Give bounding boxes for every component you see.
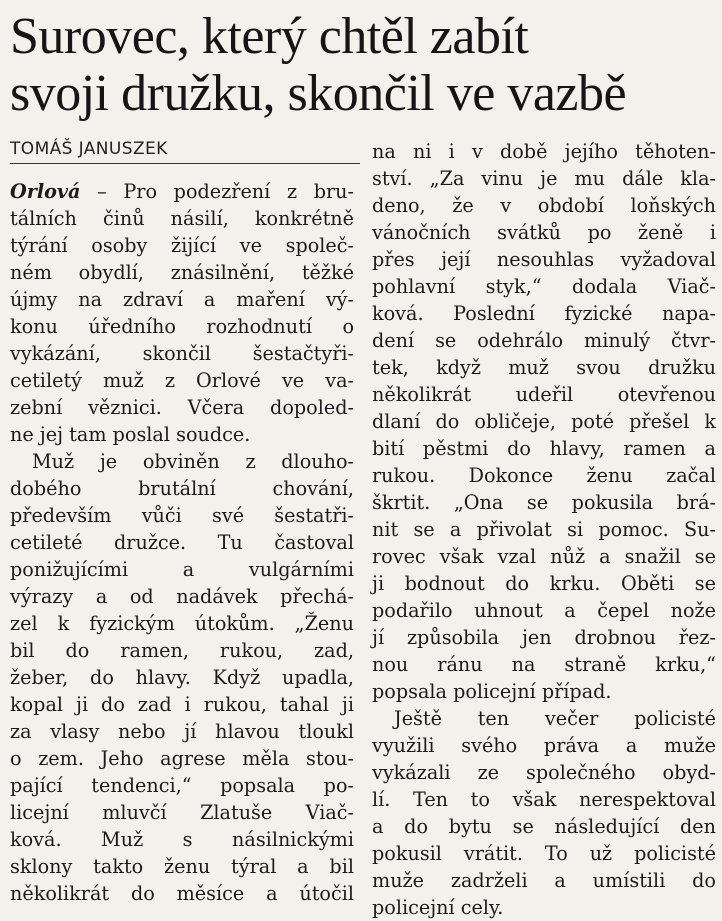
text-line: podařilo uhnout a čepel nože <box>372 599 716 622</box>
text-line: ne jej tam poslal soudce. <box>10 423 251 446</box>
text-line: licejní mluvčí Zlatuše Viač- <box>10 801 354 824</box>
text-line: zební věznici. Včera dopoled- <box>10 396 354 419</box>
text-line: ponižujícími a vulgárními <box>10 558 354 581</box>
text-line: popsala policejní případ. <box>372 680 612 703</box>
article-column-left <box>10 178 354 907</box>
text-line: rovec však vzal nůž a snažil se <box>372 545 716 568</box>
text-line: a do bytu se následující den <box>372 815 716 838</box>
dateline: Orlová <box>10 180 81 203</box>
text-line: týrání osoby žijící ve společ- <box>10 234 354 257</box>
text-line: za vlasy nebo jí hlavou tloukl <box>10 720 354 743</box>
text-line: ji bodnout do krku. Oběti se <box>372 572 716 595</box>
text-line: na ni i v době jejího těhoten- <box>372 140 716 163</box>
text-line: Orlová – Pro podezření z bru- <box>10 180 354 203</box>
text-line: kopal ji do zad i rukou, tahal ji <box>10 693 354 716</box>
text-line: využili svého práva a muže <box>372 734 716 757</box>
text-line: o zem. Jeho agrese měla stou- <box>10 747 354 770</box>
text-line: lí. Ten to však nerespektoval <box>372 788 716 811</box>
text-line: bití pěstmi do hlavy, ramen a <box>372 437 716 460</box>
text-line: cetileté družce. Tu častoval <box>10 531 354 554</box>
text-line: několikrát udeřil otevřenou <box>372 383 716 406</box>
text-line: rukou. Dokonce ženu začal <box>372 464 716 487</box>
headline <box>10 8 710 122</box>
text-line: několikrát do měsíce a útočil <box>10 882 354 905</box>
text-line: ství. „Za vinu je mu dále kla- <box>372 167 716 190</box>
text-line: bil do ramen, rukou, zad, <box>10 639 354 662</box>
text-line: vánočních svátků po ženě i <box>372 221 716 244</box>
text-line: pokusil vrátit. To už policisté <box>372 842 716 865</box>
headline-line: Surovec, který chtěl zabít <box>10 8 529 65</box>
author-byline: TOMÁŠ JANUSZEK <box>10 139 168 159</box>
headline-line: svoji družku, skončil ve vazbě <box>10 65 627 122</box>
text-line: ková. Muž s násilnickými <box>10 828 354 851</box>
text-line: pohlavní styk,“ dodala Viač- <box>372 275 716 298</box>
text-line: nit se a přivolat si pomoc. Su- <box>372 518 716 541</box>
byline-divider <box>10 163 360 164</box>
text-line: Muž je obviněn z dlouho- <box>32 450 354 473</box>
text-line: konu úředního rozhodnutí o <box>10 315 354 338</box>
text-line: dení se odehrálo minulý čtvr- <box>372 329 716 352</box>
text-line: zel k fyzickým útokům. „Ženu <box>10 612 354 635</box>
article-column-right <box>372 138 716 921</box>
text-line: nou ránu na straně krku,“ <box>372 653 716 676</box>
text-line: policejní cely. <box>372 896 504 919</box>
text-line: sklony takto ženu týral a bil <box>10 855 354 878</box>
text-line: dobého brutální chování, <box>10 477 354 500</box>
text-line: tálních činů násilí, konkrétně <box>10 207 354 230</box>
text-line: výrazy a od nadávek přechá- <box>10 585 354 608</box>
text-line: jí způsobila jen drobnou řez- <box>372 626 716 649</box>
text-line: tek, když muž svou družku <box>372 356 716 379</box>
text-line: žeber, do hlavy. Když upadla, <box>10 666 354 689</box>
text-line: přes její nesouhlas vyžadoval <box>372 248 716 271</box>
text-line: vykázání, skončil šestačtyři- <box>10 342 354 365</box>
text-line: Ještě ten večer policisté <box>394 707 716 730</box>
text-line: ková. Poslední fyzické napa- <box>372 302 716 325</box>
text-line: cetiletý muž z Orlové ve va- <box>10 369 354 392</box>
text-line: škrtit. „Ona se pokusila brá- <box>372 491 716 514</box>
text-line: dlaní do obličeje, poté přešel k <box>372 410 716 433</box>
text-line: především vůči své šestatři- <box>10 504 354 527</box>
text-line: pající tendenci,“ popsala po- <box>10 774 354 797</box>
text-line: újmy na zdraví a maření vý- <box>10 288 354 311</box>
text-line: muže zadrželi a umístili do <box>372 869 716 892</box>
text-line: ném obydlí, znásilnění, těžké <box>10 261 354 284</box>
text-line: vykázali ze společného obyd- <box>372 761 716 784</box>
text-line: deno, že v období loňských <box>372 194 716 217</box>
